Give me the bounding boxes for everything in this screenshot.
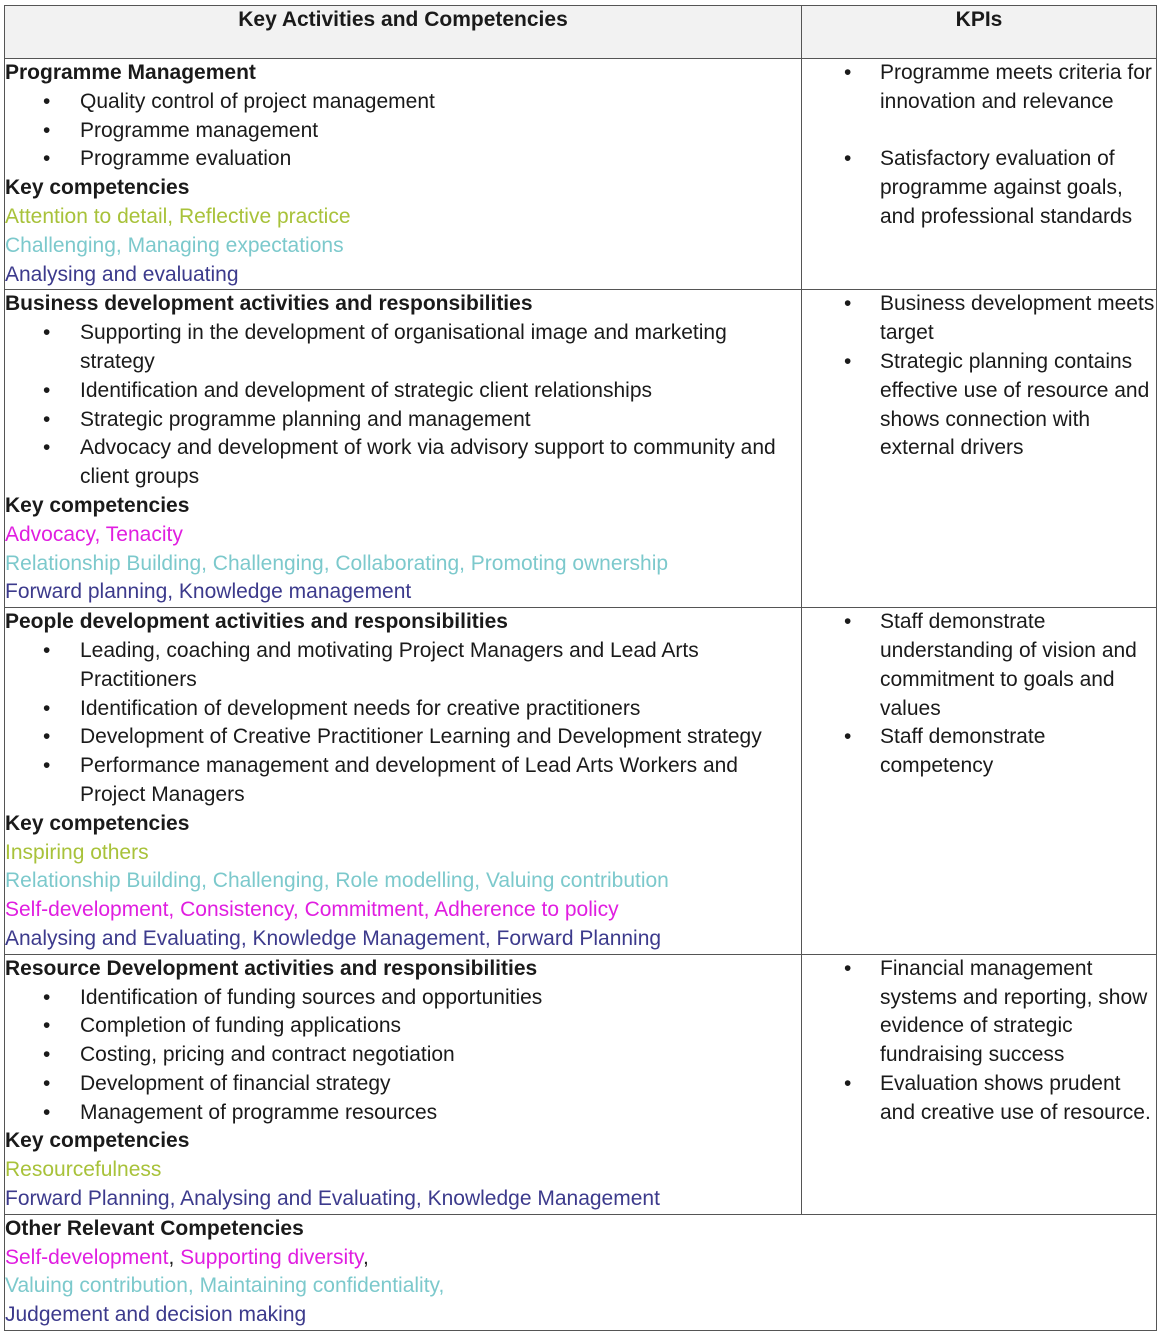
key-competencies-label: Key competencies (5, 1129, 190, 1153)
table-row (5, 59, 1157, 290)
activities-cell (5, 59, 802, 290)
competency-line: Relationship Building, Challenging, Role modelling, Valuing contribution (5, 869, 669, 893)
competency-line: Valuing contribution, Maintaining confidentiality, (5, 1274, 445, 1298)
activities-header: Key Activities and Competencies (5, 6, 802, 59)
kpi-item: • Staff demonstrate understanding of vision and commitment to goals and values (802, 608, 1156, 723)
kpi-item: • Programme meets criteria for innovation and relevance (802, 59, 1156, 117)
kpis-header: KPIs (802, 6, 1157, 59)
kpis-cell (802, 290, 1157, 608)
competency-line: Forward planning, Knowledge management (5, 580, 412, 604)
activity-list (5, 88, 801, 174)
competency-line: Analysing and Evaluating, Knowledge Management, Forward Planning (5, 926, 662, 950)
competency-line: Attention to detail, Reflective practice (5, 204, 351, 228)
activity-item: • Quality control of project management (5, 88, 801, 117)
section-title: Business development activities and responsibilities (5, 292, 533, 316)
competency-line: Judgement and decision making (5, 1303, 307, 1327)
section-title: People development activities and responsibilities (5, 610, 508, 634)
competency-line: Relationship Building, Challenging, Collaborating, Promoting ownership (5, 551, 669, 575)
competency-text: Supporting diversity (180, 1245, 363, 1269)
competency-line: Self-development, Consistency, Commitment, Adherence to policy (5, 898, 619, 922)
kpis-cell (802, 954, 1157, 1214)
key-competencies-label: Key competencies (5, 493, 190, 517)
section-title: Other Relevant Competencies (5, 1216, 304, 1240)
separator-text: , (362, 1245, 369, 1269)
competency-table (4, 5, 1157, 1331)
key-competencies-label: Key competencies (5, 811, 190, 835)
activity-item: • Performance management and development of Lead Arts Workers and Project Managers (5, 752, 801, 810)
header-row (5, 6, 1157, 59)
competency-line: Forward Planning, Analysing and Evaluating, Knowledge Management (5, 1187, 660, 1211)
kpi-list (802, 955, 1156, 1128)
section-title: Resource Development activities and responsibilities (5, 956, 538, 980)
table-row (5, 608, 1157, 955)
kpi-item: • Strategic planning contains effective use of resource and shows connection with external drivers (802, 348, 1156, 463)
activity-item: • Supporting in the development of organisational image and marketing strategy (5, 319, 801, 377)
kpi-item: • Staff demonstrate competency (802, 723, 1156, 781)
competency-line: Challenging, Managing expectations (5, 233, 344, 257)
activity-item: • Management of programme resources (5, 1099, 801, 1128)
activity-list (5, 984, 801, 1128)
activity-item: • Completion of funding applications (5, 1012, 801, 1041)
section-title: Programme Management (5, 61, 256, 84)
table-row (5, 954, 1157, 1214)
activity-item: • Costing, pricing and contract negotiation (5, 1041, 801, 1070)
activity-item: • Strategic programme planning and management (5, 406, 801, 435)
activity-list (5, 319, 801, 492)
activities-cell (5, 954, 802, 1214)
competency-line: Resourcefulness (5, 1158, 162, 1182)
kpi-list (802, 290, 1156, 463)
separator-text: , (168, 1245, 181, 1269)
kpi-list (802, 608, 1156, 781)
other-competencies-cell (5, 1214, 1157, 1330)
activity-item: • Identification of development needs for creative practitioners (5, 695, 801, 724)
kpi-item: • Business development meets target (802, 290, 1156, 348)
other-competencies-row (5, 1214, 1157, 1330)
activity-item: • Development of financial strategy (5, 1070, 801, 1099)
activity-item: • Leading, coaching and motivating Project Managers and Lead Arts Practitioners (5, 637, 801, 695)
competency-line: Advocacy, Tenacity (5, 522, 183, 546)
key-competencies-label: Key competencies (5, 176, 190, 200)
kpi-item: • Satisfactory evaluation of programme against goals, and professional standards (802, 145, 1156, 231)
activity-item: • Programme evaluation (5, 145, 801, 174)
activity-list (5, 637, 801, 810)
competency-line: Analysing and evaluating (5, 262, 239, 286)
kpis-cell (802, 59, 1157, 290)
competency-text: Self-development (5, 1245, 169, 1269)
table-row (5, 290, 1157, 608)
kpis-cell (802, 608, 1157, 955)
activity-item: • Identification and development of strategic client relationships (5, 377, 801, 406)
kpi-item: • Evaluation shows prudent and creative use of resource. (802, 1070, 1156, 1128)
activity-item: • Programme management (5, 117, 801, 146)
competency-line (5, 1244, 1156, 1273)
activity-item: • Development of Creative Practitioner Learning and Development strategy (5, 723, 801, 752)
activity-item: • Advocacy and development of work via advisory support to community and client groups (5, 434, 801, 492)
activities-cell (5, 608, 802, 955)
kpi-item: • Financial management systems and reporting, show evidence of strategic fundraising success (802, 955, 1156, 1070)
kpi-list (802, 59, 1156, 232)
competency-line: Inspiring others (5, 840, 149, 864)
activities-cell (5, 290, 802, 608)
activity-item: • Identification of funding sources and opportunities (5, 984, 801, 1013)
